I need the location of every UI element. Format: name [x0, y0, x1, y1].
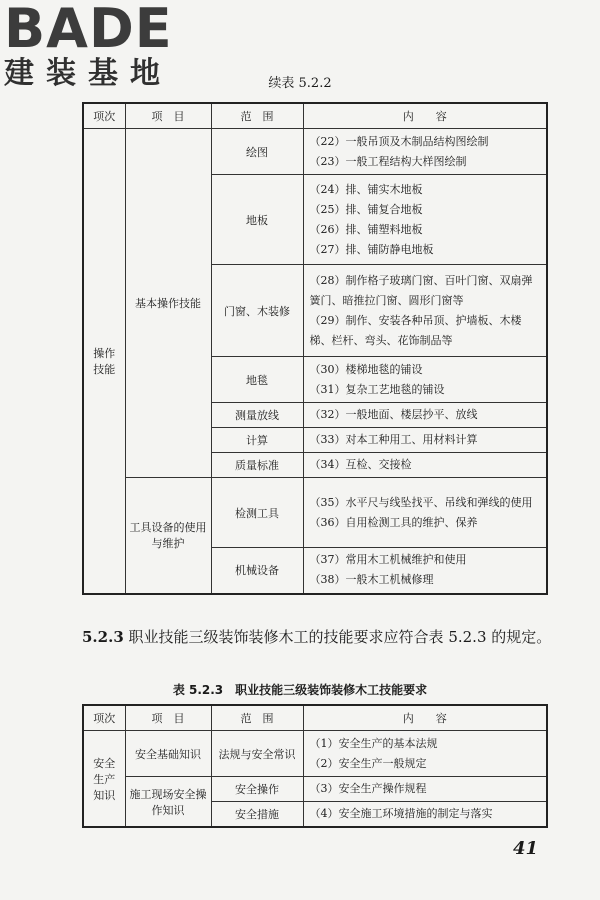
content-item: （35）水平尺与线坠找平、吊线和弹线的使用 [309, 495, 533, 509]
range-cell: 测量放线 [211, 403, 303, 428]
table-row [83, 731, 547, 777]
content-cell [303, 478, 547, 548]
content-cell [303, 129, 547, 175]
content-cell [303, 802, 547, 828]
table1-group-basic [125, 129, 211, 478]
table2-header-cell: 项 目 [125, 705, 211, 731]
table1-header-cell: 项 目 [125, 103, 211, 129]
content-item: （2）安全生产一般规定 [309, 756, 427, 770]
content-cell [303, 548, 547, 594]
logo-subtitle: 建装基地 [4, 56, 172, 91]
content-cell [303, 453, 547, 478]
content-item: （4）安全施工环境措施的制定与落实 [309, 807, 493, 820]
category-label: 操作技能 [93, 346, 116, 376]
table1-caption: 续表 5.2.2 [268, 76, 332, 91]
content-item: （30）楼梯地毯的铺设 [309, 362, 423, 376]
group-label: 施工现场安全操作知识 [129, 787, 207, 817]
range-cell: 质量标准 [211, 453, 303, 478]
table1-header-cell: 内 容 [303, 103, 547, 129]
content-item: （28）制作格子玻璃门窗、百叶门窗、双扇弹簧门、暗推拉门窗、圆形门窗等 [309, 273, 533, 307]
content-item: （1）安全生产的基本法规 [309, 736, 438, 750]
table2-category [83, 731, 125, 828]
content-item: （26）排、铺塑料地板 [309, 222, 423, 236]
table-row [83, 478, 547, 548]
content-item: （34）互检、交接检 [309, 458, 412, 471]
table2-header-row [83, 705, 547, 731]
table2-header-cell: 项次 [83, 705, 125, 731]
table1-group-tools [125, 478, 211, 594]
clause-number: 5.2.3 [82, 628, 124, 646]
range-cell: 机械设备 [211, 548, 303, 594]
table2-header-cell: 内 容 [303, 705, 547, 731]
table1-category [83, 129, 125, 594]
content-item: （22）一般吊顶及木制品结构图绘制 [309, 134, 489, 148]
content-item: （36）自用检测工具的维护、保养 [309, 515, 478, 529]
content-item: （38）一般木工机械修理 [309, 573, 434, 587]
content-item: （31）复杂工艺地毯的铺设 [309, 382, 445, 396]
content-cell [303, 428, 547, 453]
content-item: （24）排、铺实木地板 [309, 182, 423, 196]
content-cell [303, 777, 547, 802]
page-number: 41 [512, 838, 538, 859]
range-cell: 地板 [211, 175, 303, 265]
table-row [83, 129, 547, 175]
content-item: （32）一般地面、楼层抄平、放线 [309, 408, 478, 421]
range-cell: 地毯 [211, 357, 303, 403]
content-cell [303, 265, 547, 357]
content-item: （37）常用木工机械维护和使用 [309, 553, 467, 567]
content-cell [303, 357, 547, 403]
table1-header-row [83, 103, 547, 129]
range-cell: 法规与安全常识 [211, 731, 303, 777]
content-item: （3）安全生产操作规程 [309, 782, 427, 795]
content-item: （27）排、铺防静电地板 [309, 242, 434, 256]
table1-header-cell: 项次 [83, 103, 125, 129]
category-label: 安全生产知识 [93, 756, 116, 802]
content-item: （33）对本工种用工、用材料计算 [309, 433, 478, 446]
clause-paragraph [82, 624, 552, 650]
range-cell: 检测工具 [211, 478, 303, 548]
group-label: 基本操作技能 [135, 297, 201, 310]
content-item: （23）一般工程结构大样图绘制 [309, 154, 467, 168]
content-item: （29）制作、安装各种吊顶、护墙板、木楼梯、栏杆、弯头、花饰制品等 [309, 313, 522, 347]
logo-word: BADE [4, 0, 173, 60]
content-item: （25）排、铺复合地板 [309, 202, 423, 216]
range-cell: 门窗、木装修 [211, 265, 303, 357]
table2-header-cell: 范 围 [211, 705, 303, 731]
range-cell: 安全措施 [211, 802, 303, 828]
range-cell: 计算 [211, 428, 303, 453]
table2 [82, 704, 548, 828]
content-cell [303, 403, 547, 428]
range-cell: 绘图 [211, 129, 303, 175]
group-label: 安全基础知识 [135, 747, 201, 761]
clause-text: 职业技能三级装饰装修木工的技能要求应符合表 5.2.3 的规定。 [128, 628, 552, 646]
content-cell [303, 731, 547, 777]
table1-header-cell: 范 围 [211, 103, 303, 129]
table2-group-site [125, 777, 211, 828]
table1 [82, 102, 548, 595]
table2-group-basic [125, 731, 211, 777]
table-row [83, 777, 547, 802]
content-cell [303, 175, 547, 265]
range-cell: 安全操作 [211, 777, 303, 802]
group-label: 工具设备的使用与维护 [129, 521, 207, 551]
table2-caption: 表 5.2.3 职业技能三级装饰装修木工技能要求 [172, 683, 428, 697]
